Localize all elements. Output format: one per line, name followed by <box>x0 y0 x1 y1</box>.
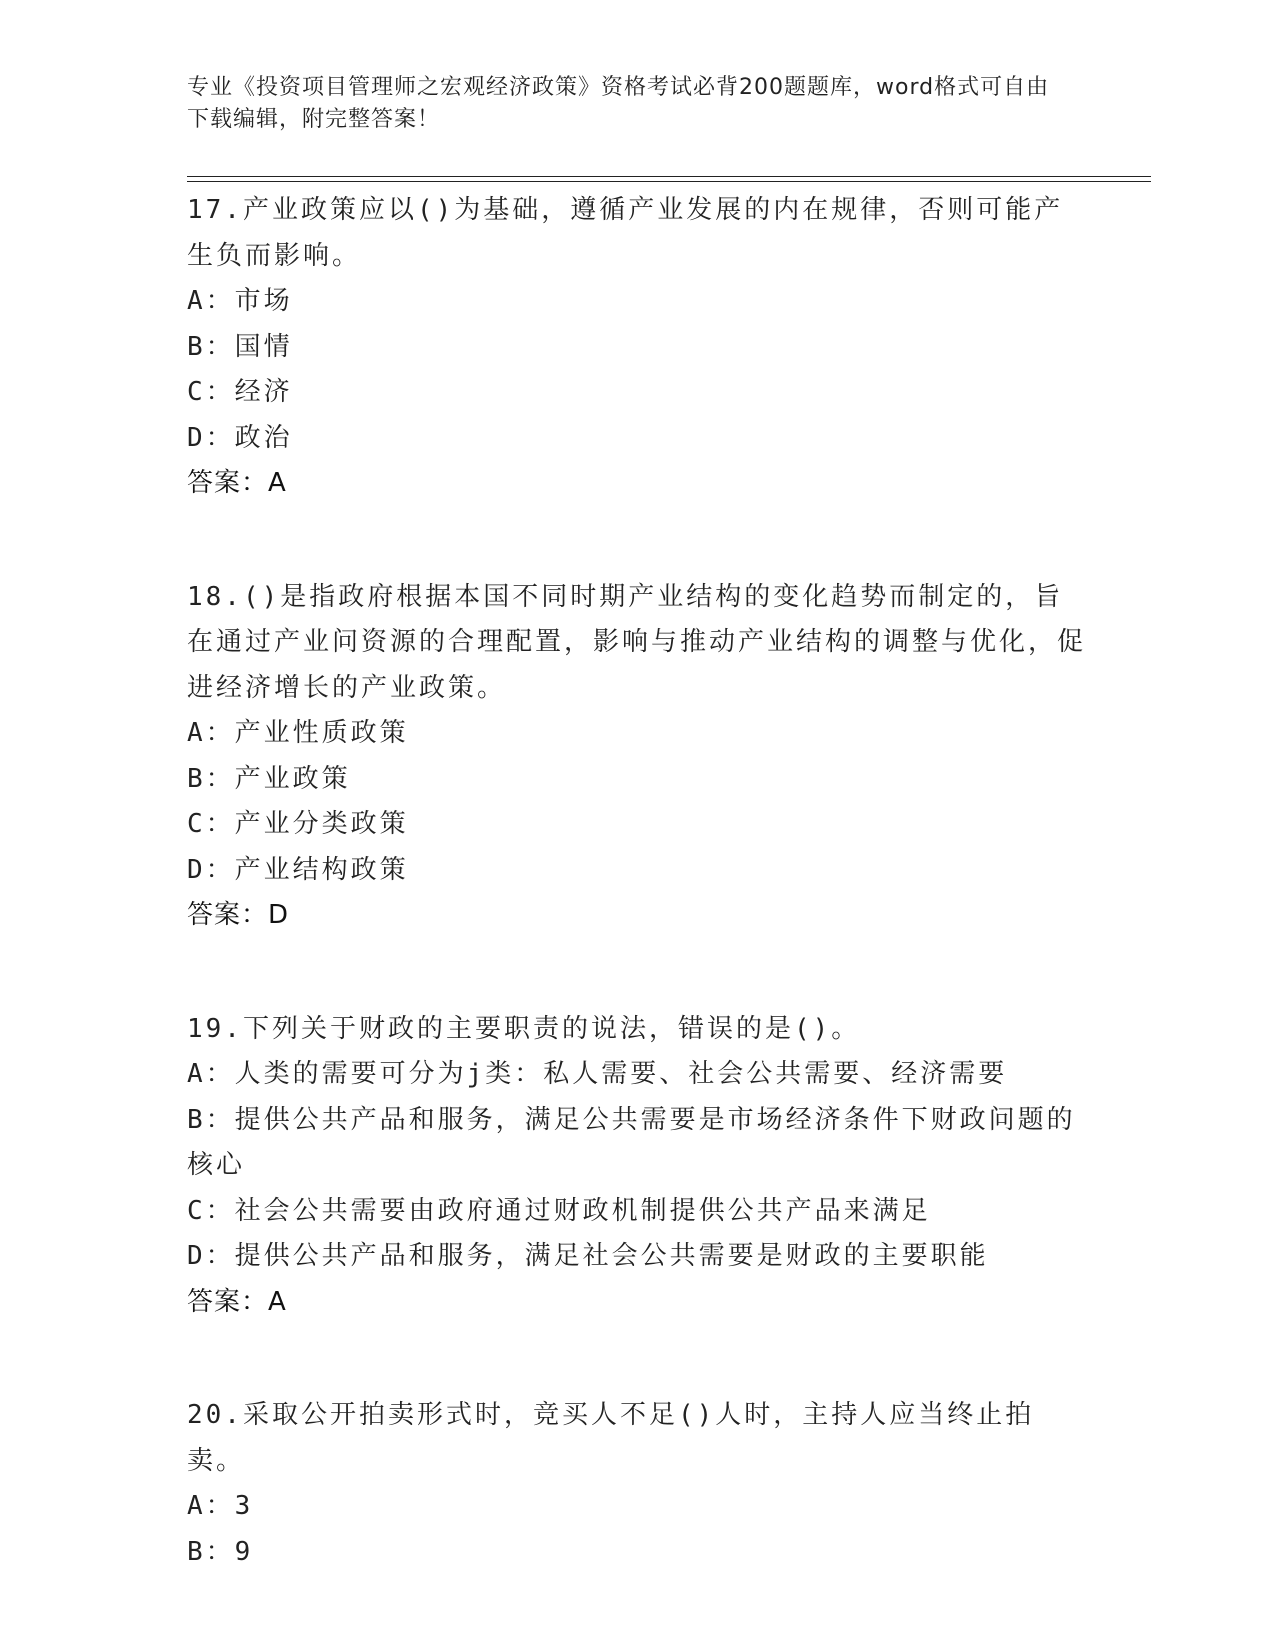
option-a: A：3 <box>187 1491 254 1521</box>
question-17 <box>187 188 1087 507</box>
answer-line: 答案：A <box>187 1286 287 1317</box>
option-c: C：经济 <box>187 377 293 407</box>
header-divider-top <box>187 176 1151 177</box>
option-a: A：人类的需要可分为j类：私人需要、社会公共需要、经济需要 <box>187 1059 1008 1089</box>
option-c: C：产业分类政策 <box>187 809 409 839</box>
answer-line: 答案：A <box>187 468 287 498</box>
question-list <box>187 188 1087 1643</box>
answer-line: 答案：D <box>187 900 290 930</box>
question-text: 18.()是指政府根据本国不同时期产业结构的变化趋势而制定的，旨在通过产业问资源的合理配置，影响与推动产业结构的调整与优化，促进经济增长的产业政策。 <box>187 581 1087 703</box>
option-a: A：市场 <box>187 286 293 316</box>
option-b: B：提供公共产品和服务，满足公共需要是市场经济条件下财政问题的核心 <box>187 1104 1076 1180</box>
question-text: 17.产业政策应以()为基础，遵循产业发展的内在规律，否则可能产生负而影响。 <box>187 195 1064 271</box>
option-b: B：国情 <box>187 331 293 362</box>
question-20 <box>187 1393 1087 1575</box>
header-divider-bottom <box>187 181 1151 182</box>
option-d: D：产业结构政策 <box>187 854 409 885</box>
option-b: B：产业政策 <box>187 763 351 794</box>
option-d: D：政治 <box>187 422 293 453</box>
question-19 <box>187 1007 1087 1326</box>
question-text: 20.采取公开拍卖形式时，竞买人不足()人时，主持人应当终止拍卖。 <box>187 1400 1035 1476</box>
option-a: A：产业性质政策 <box>187 718 409 748</box>
document-header: 专业《投资项目管理师之宏观经济政策》资格考试必背200题题库，word格式可自由下载编辑，附完整答案！ <box>187 75 1050 132</box>
option-b: B：9 <box>187 1536 254 1567</box>
question-18 <box>187 575 1087 939</box>
question-text: 19.下列关于财政的主要职责的说法，错误的是()。 <box>187 1013 861 1044</box>
option-c: C：社会公共需要由政府通过财政机制提供公共产品来满足 <box>187 1195 931 1226</box>
option-d: D：提供公共产品和服务，满足社会公共需要是财政的主要职能 <box>187 1241 989 1271</box>
